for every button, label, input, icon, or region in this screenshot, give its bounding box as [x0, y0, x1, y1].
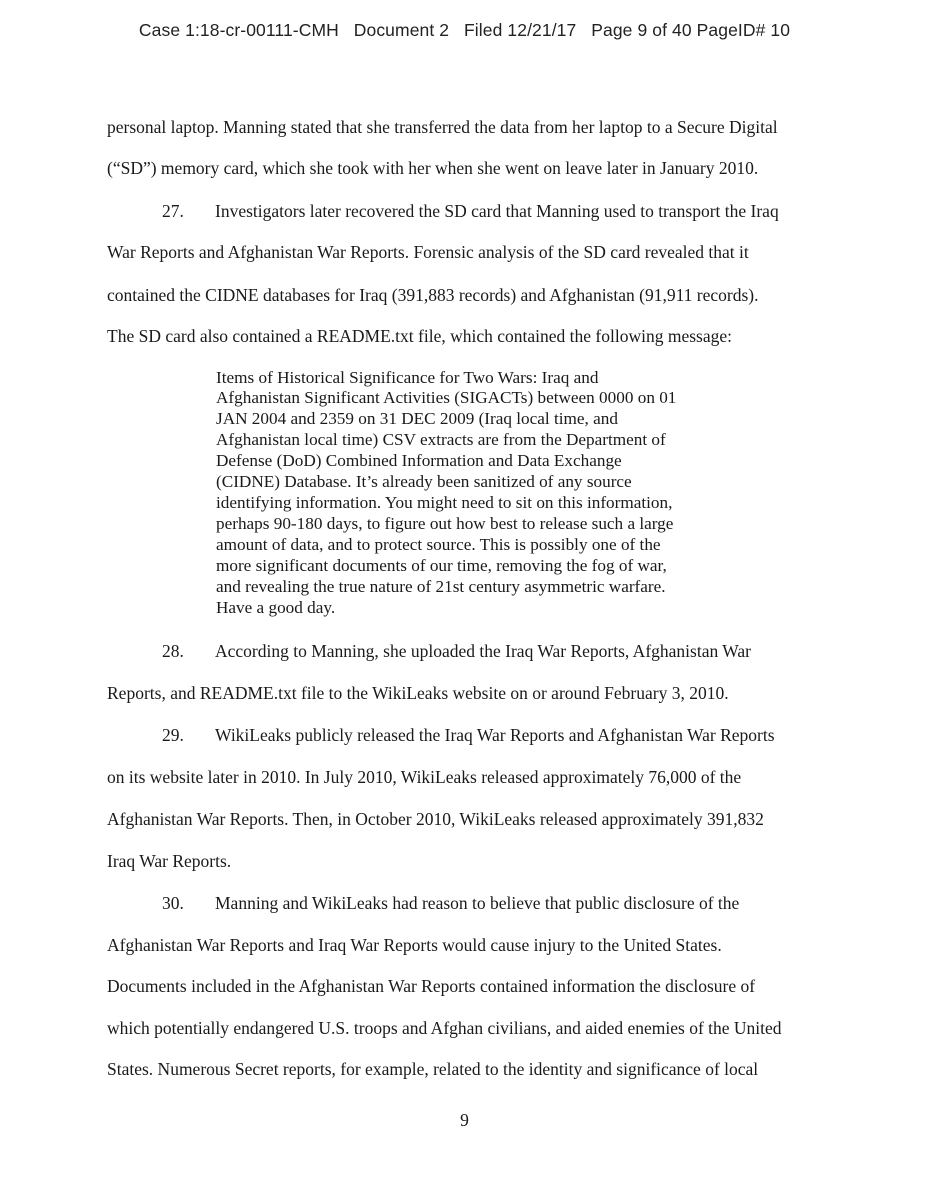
quote-line: (CIDNE) Database. It’s already been sanitized of any source [216, 472, 632, 491]
body-line: The SD card also contained a README.txt file, which contained the following message: [107, 326, 732, 346]
paragraph-number: 27. [162, 201, 184, 221]
paragraph-number: 28. [162, 641, 184, 661]
body-line: According to Manning, she uploaded the Iraq War Reports, Afghanistan War [215, 641, 751, 661]
case-number: Case 1:18-cr-00111-CMH [138, 20, 339, 40]
page-number: 9 [460, 1110, 469, 1130]
quote-line: amount of data, and to protect source. This is possibly one of the [216, 535, 661, 554]
quote-line: Afghanistan Significant Activities (SIGACTs) between 0000 on 01 [216, 388, 677, 407]
quote-line: Defense (DoD) Combined Information and Data Exchange [216, 451, 622, 470]
quote-line: and revealing the true nature of 21st century asymmetric warfare. [216, 577, 666, 596]
body-line: Investigators later recovered the SD card that Manning used to transport the Iraq [215, 201, 779, 221]
body-line: Afghanistan War Reports and Iraq War Reports would cause injury to the United States. [107, 935, 722, 955]
document-number: Document 2 [353, 20, 450, 40]
body-line: Manning and WikiLeaks had reason to believe that public disclosure of the [215, 893, 740, 913]
body-line: on its website later in 2010. In July 2010, WikiLeaks released approximately 76,000 of the [107, 767, 742, 787]
body-line: War Reports and Afghanistan War Reports. Forensic analysis of the SD card revealed that it [107, 242, 749, 262]
paragraph-number: 30. [162, 893, 184, 913]
case-header [0, 20, 929, 41]
quote-line: more significant documents of our time, removing the fog of war, [216, 556, 667, 575]
filed-date: Filed 12/21/17 [464, 20, 577, 40]
body-line: which potentially endangered U.S. troops and Afghan civilians, and aided enemies of the United [107, 1018, 782, 1038]
body-line: Afghanistan War Reports. Then, in October 2010, WikiLeaks released approximately 391,832 [107, 809, 764, 829]
page-info: Page 9 of 40 PageID# 10 [591, 20, 791, 40]
quote-line: Items of Historical Significance for Two Wars: Iraq and [216, 368, 599, 387]
body-line: (“SD”) memory card, which she took with her when she went on leave later in January 2010. [107, 158, 759, 178]
quote-line: Afghanistan local time) CSV extracts are from the Department of [216, 430, 666, 449]
body-line: contained the CIDNE databases for Iraq (391,883 records) and Afghanistan (91,911 records). [107, 285, 759, 305]
quote-line: identifying information. You might need to sit on this information, [216, 493, 673, 512]
body-line: States. Numerous Secret reports, for example, related to the identity and significance of local [107, 1059, 759, 1079]
quote-line: JAN 2004 and 2359 on 31 DEC 2009 (Iraq local time, and [216, 409, 618, 428]
body-line: WikiLeaks publicly released the Iraq War Reports and Afghanistan War Reports [215, 725, 775, 745]
body-line: personal laptop. Manning stated that she transferred the data from her laptop to a Secure Digital [107, 117, 778, 137]
paragraph-number: 29. [162, 725, 184, 745]
body-line: Documents included in the Afghanistan War Reports contained information the disclosure of [107, 976, 756, 996]
quote-line: Have a good day. [216, 598, 336, 617]
quote-line: perhaps 90-180 days, to figure out how best to release such a large [216, 514, 674, 533]
body-line: Reports, and README.txt file to the WikiLeaks website on or around February 3, 2010. [107, 683, 729, 703]
body-line: Iraq War Reports. [107, 851, 232, 871]
